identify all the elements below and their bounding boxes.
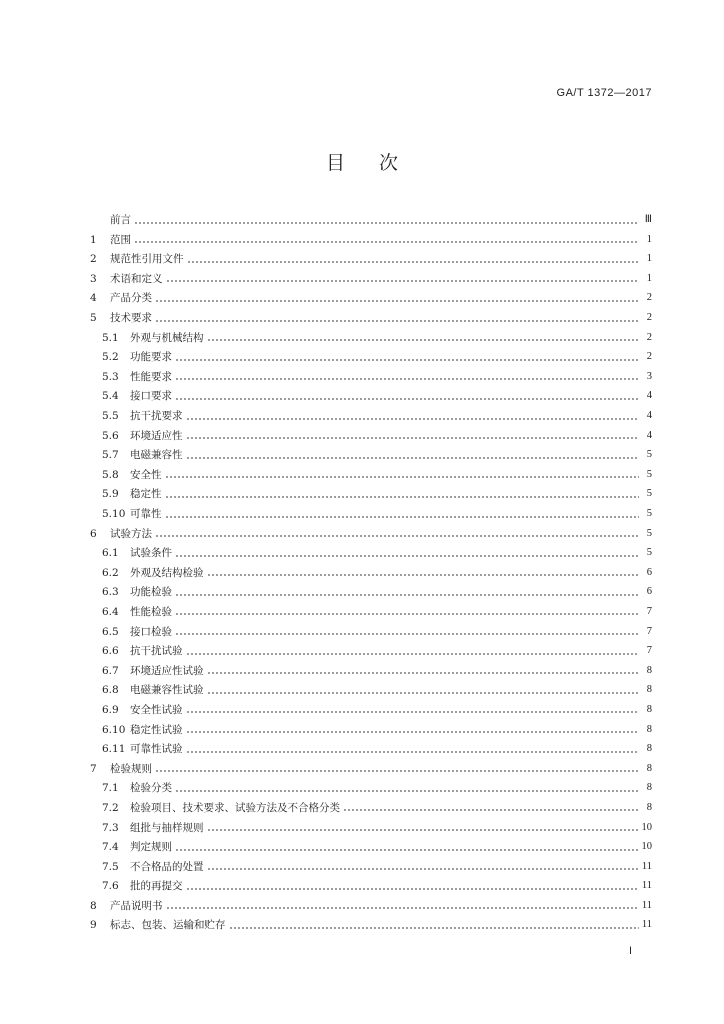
- toc-entry[interactable]: [90, 265, 652, 285]
- toc-entry-label: 环境适应性: [130, 429, 183, 442]
- toc-entry-page: 7: [646, 625, 652, 637]
- toc-entry-label: 抗干扰要求: [130, 410, 183, 423]
- dot-leader: [166, 907, 639, 909]
- dot-leader: [166, 280, 640, 282]
- toc-entry-label: 电磁兼容性: [130, 449, 183, 462]
- toc-entry-page: 1: [646, 272, 652, 284]
- toc-entry-number: 5.2: [102, 351, 119, 364]
- dot-leader: [165, 476, 640, 478]
- toc-entry-label: 批的再提交: [130, 880, 183, 893]
- toc-entry-label: 可靠性: [130, 508, 162, 520]
- toc-entry-label: 性能检验: [130, 605, 172, 618]
- toc-entry-page: 2: [646, 331, 652, 343]
- toc-entry[interactable]: [90, 520, 652, 540]
- dot-leader: [186, 731, 640, 733]
- toc-entry-label: 稳定性: [130, 488, 162, 501]
- toc-entry-number: 8: [90, 899, 97, 912]
- dot-leader: [186, 751, 640, 753]
- toc-entry[interactable]: [90, 343, 652, 363]
- dot-leader: [175, 359, 639, 361]
- dot-leader: [207, 868, 639, 870]
- toc-entry[interactable]: [90, 755, 652, 775]
- dot-leader: [175, 594, 639, 596]
- toc-entry-number: 6.8: [102, 684, 119, 697]
- toc-entry[interactable]: [90, 774, 652, 794]
- toc-entry-label: 产品说明书: [110, 899, 163, 912]
- toc-entry-label: 检验项目、技术要求、试验方法及不合格分类: [130, 801, 340, 814]
- toc-entry-label: 标志、包装、运输和贮存: [110, 919, 226, 932]
- toc-entry[interactable]: [90, 441, 652, 461]
- dot-leader: [134, 241, 639, 243]
- toc-entry-number: 5.6: [102, 429, 119, 442]
- toc-entry[interactable]: [90, 735, 652, 755]
- toc-entry-number: 5: [90, 312, 97, 325]
- toc-entry-page: 5: [646, 547, 652, 559]
- toc-entry-number: 6.10: [102, 723, 126, 736]
- toc-entry-label: 判定规则: [130, 841, 172, 854]
- toc-entry-number: 6.1: [102, 547, 119, 560]
- toc-entry-number: 3: [90, 272, 97, 285]
- dot-leader: [175, 790, 639, 792]
- toc-entry[interactable]: [90, 422, 652, 442]
- toc-entry-page: 4: [646, 390, 652, 402]
- toc-entry-page: Ⅲ: [644, 214, 652, 226]
- dot-leader: [229, 927, 639, 929]
- toc-entry-number: 7.2: [102, 801, 119, 814]
- toc-entry-number: 7.3: [102, 821, 119, 834]
- toc-entry[interactable]: [90, 539, 652, 559]
- toc-entry-page: 5: [646, 527, 652, 539]
- dot-leader: [155, 320, 639, 322]
- toc-entry-page: 6: [646, 566, 652, 578]
- toc-entry-number: 1: [90, 233, 97, 246]
- dot-leader: [134, 222, 639, 224]
- toc-entry-number: 9: [90, 919, 97, 932]
- toc-entry-label: 环境适应性试验: [130, 664, 204, 677]
- dot-leader: [165, 496, 640, 498]
- toc-entry-page: 3: [646, 370, 652, 382]
- toc-entry-label: 术语和定义: [110, 272, 163, 285]
- toc-entry[interactable]: [90, 833, 652, 853]
- dot-leader: [186, 653, 640, 655]
- toc-entry[interactable]: [90, 500, 652, 520]
- toc-entry-number: 6.9: [102, 703, 119, 716]
- toc-entry-page: 10: [641, 841, 652, 853]
- toc-entry[interactable]: [90, 324, 652, 344]
- toc-entry-page: 11: [641, 860, 652, 872]
- toc-entry-number: 5.3: [102, 370, 119, 383]
- toc-entry-page: 11: [641, 919, 652, 931]
- toc-entry-label: 稳定性试验: [130, 723, 183, 736]
- dot-leader: [155, 535, 639, 537]
- dot-leader: [175, 849, 639, 851]
- toc-entry[interactable]: [90, 304, 652, 324]
- toc-entry[interactable]: [90, 363, 652, 383]
- toc-entry[interactable]: [90, 676, 652, 696]
- toc-entry-page: 11: [641, 880, 652, 892]
- toc-entry-label: 产品分类: [110, 292, 152, 305]
- toc-entry-page: 5: [646, 468, 652, 480]
- toc-entry-label: 电磁兼容性试验: [130, 684, 204, 697]
- toc-entry[interactable]: [90, 813, 652, 833]
- toc-entry-label: 性能要求: [130, 370, 172, 383]
- toc-entry[interactable]: [90, 480, 652, 500]
- toc-entry-page: 7: [646, 645, 652, 657]
- toc-entry[interactable]: [90, 715, 652, 735]
- toc-entry-number: 5.9: [102, 488, 119, 501]
- toc-entry[interactable]: [90, 911, 652, 931]
- toc-entry-number: 6.5: [102, 625, 119, 638]
- toc-entry-page: 10: [641, 821, 652, 833]
- table-of-contents: [90, 206, 652, 931]
- dot-leader: [186, 457, 640, 459]
- dot-leader: [186, 711, 640, 713]
- toc-entry-number: 5.10: [102, 508, 126, 520]
- toc-entry-page: 5: [646, 449, 652, 461]
- toc-entry-label: 前言: [110, 214, 131, 227]
- toc-entry-page: 2: [646, 312, 652, 324]
- toc-entry-number: 5.8: [102, 468, 119, 481]
- toc-entry-number: 7.4: [102, 841, 119, 854]
- toc-entry-number: 5.1: [102, 331, 119, 344]
- toc-entry-label: 试验方法: [110, 527, 152, 540]
- toc-entry-page: 2: [646, 351, 652, 363]
- toc-entry-number: 5.7: [102, 449, 119, 462]
- standard-number: GA/T 1372—2017: [556, 87, 652, 99]
- dot-leader: [207, 672, 640, 674]
- toc-entry-number: 4: [90, 292, 97, 305]
- toc-entry[interactable]: [90, 617, 652, 637]
- toc-entry-page: 8: [646, 743, 652, 755]
- toc-entry-page: 8: [646, 664, 652, 676]
- page-title: 目次: [325, 152, 432, 174]
- toc-entry-label: 规范性引用文件: [110, 253, 184, 266]
- toc-entry-number: 5.4: [102, 390, 119, 403]
- toc-entry-number: 6.2: [102, 566, 119, 579]
- toc-entry[interactable]: [90, 284, 652, 304]
- dot-leader: [175, 555, 639, 557]
- toc-entry[interactable]: [90, 461, 652, 481]
- toc-entry-number: 6.6: [102, 645, 119, 658]
- dot-leader: [175, 378, 639, 380]
- toc-entry[interactable]: [90, 206, 652, 226]
- toc-entry-label: 组批与抽样规则: [130, 821, 204, 834]
- toc-entry-page: 6: [646, 586, 652, 598]
- toc-entry[interactable]: [90, 382, 652, 402]
- toc-entry-number: 5.5: [102, 410, 119, 423]
- toc-entry-number: 6.4: [102, 605, 119, 618]
- toc-entry-page: 4: [646, 410, 652, 422]
- toc-entry-label: 功能要求: [130, 351, 172, 364]
- toc-entry-number: 7.5: [102, 860, 119, 873]
- dot-leader: [187, 261, 640, 263]
- dot-leader: [155, 770, 639, 772]
- toc-entry-label: 检验规则: [110, 762, 152, 775]
- page-number: Ⅰ: [629, 946, 632, 957]
- toc-entry[interactable]: [90, 578, 652, 598]
- toc-entry-number: 6: [90, 527, 97, 540]
- toc-entry-label: 安全性: [130, 468, 162, 481]
- dot-leader: [186, 888, 639, 890]
- toc-entry-page: 8: [646, 762, 652, 774]
- dot-leader: [207, 574, 640, 576]
- toc-entry-page: 1: [646, 253, 652, 265]
- toc-entry[interactable]: [90, 245, 652, 265]
- toc-entry[interactable]: [90, 794, 652, 814]
- toc-entry-page: 4: [646, 429, 652, 441]
- toc-entry-page: 8: [646, 703, 652, 715]
- toc-entry-page: 8: [646, 782, 652, 794]
- dot-leader: [207, 339, 640, 341]
- toc-entry-number: 2: [90, 253, 97, 266]
- dot-leader: [155, 300, 639, 302]
- toc-entry-label: 接口要求: [130, 390, 172, 403]
- toc-entry[interactable]: [90, 402, 652, 422]
- toc-entry-page: 7: [646, 605, 652, 617]
- toc-entry[interactable]: [90, 872, 652, 892]
- toc-entry-page: 8: [646, 684, 652, 696]
- toc-entry-number: 7.1: [102, 782, 119, 795]
- toc-entry-number: 6.11: [102, 743, 126, 756]
- dot-leader: [165, 516, 640, 518]
- toc-entry-label: 外观与机械结构: [130, 331, 204, 344]
- toc-entry[interactable]: [90, 892, 652, 912]
- toc-entry-label: 检验分类: [130, 782, 172, 795]
- toc-entry-number: 6.7: [102, 664, 119, 677]
- toc-entry-page: 8: [646, 801, 652, 813]
- toc-entry-label: 技术要求: [110, 312, 152, 325]
- toc-entry-label: 试验条件: [130, 547, 172, 560]
- toc-entry[interactable]: [90, 637, 652, 657]
- dot-leader: [343, 809, 639, 811]
- dot-leader: [207, 829, 639, 831]
- toc-entry[interactable]: [90, 657, 652, 677]
- dot-leader: [175, 613, 639, 615]
- toc-entry-page: 1: [646, 233, 652, 245]
- toc-entry[interactable]: [90, 696, 652, 716]
- toc-entry-number: 6.3: [102, 586, 119, 599]
- toc-entry[interactable]: [90, 853, 652, 873]
- toc-entry-label: 不合格品的处置: [130, 860, 204, 873]
- toc-entry[interactable]: [90, 559, 652, 579]
- toc-entry-label: 抗干扰试验: [130, 645, 183, 658]
- toc-entry-label: 范围: [110, 233, 131, 246]
- toc-entry-label: 接口检验: [130, 625, 172, 638]
- toc-entry-page: 11: [641, 899, 652, 911]
- dot-leader: [175, 398, 639, 400]
- toc-entry-label: 可靠性试验: [130, 743, 183, 756]
- toc-entry-number: 7.6: [102, 880, 119, 893]
- dot-leader: [207, 692, 640, 694]
- dot-leader: [186, 418, 640, 420]
- toc-entry-label: 外观及结构检验: [130, 566, 204, 579]
- toc-entry-page: 5: [646, 508, 652, 519]
- toc-entry[interactable]: [90, 598, 652, 618]
- toc-entry-page: 8: [646, 723, 652, 735]
- dot-leader: [186, 437, 640, 439]
- toc-entry-number: 7: [90, 762, 97, 775]
- toc-entry-label: 功能检验: [130, 586, 172, 599]
- toc-entry-label: 安全性试验: [130, 703, 183, 716]
- dot-leader: [175, 633, 639, 635]
- toc-entry[interactable]: [90, 226, 652, 246]
- toc-entry-page: 5: [646, 488, 652, 500]
- toc-entry-page: 2: [646, 292, 652, 304]
